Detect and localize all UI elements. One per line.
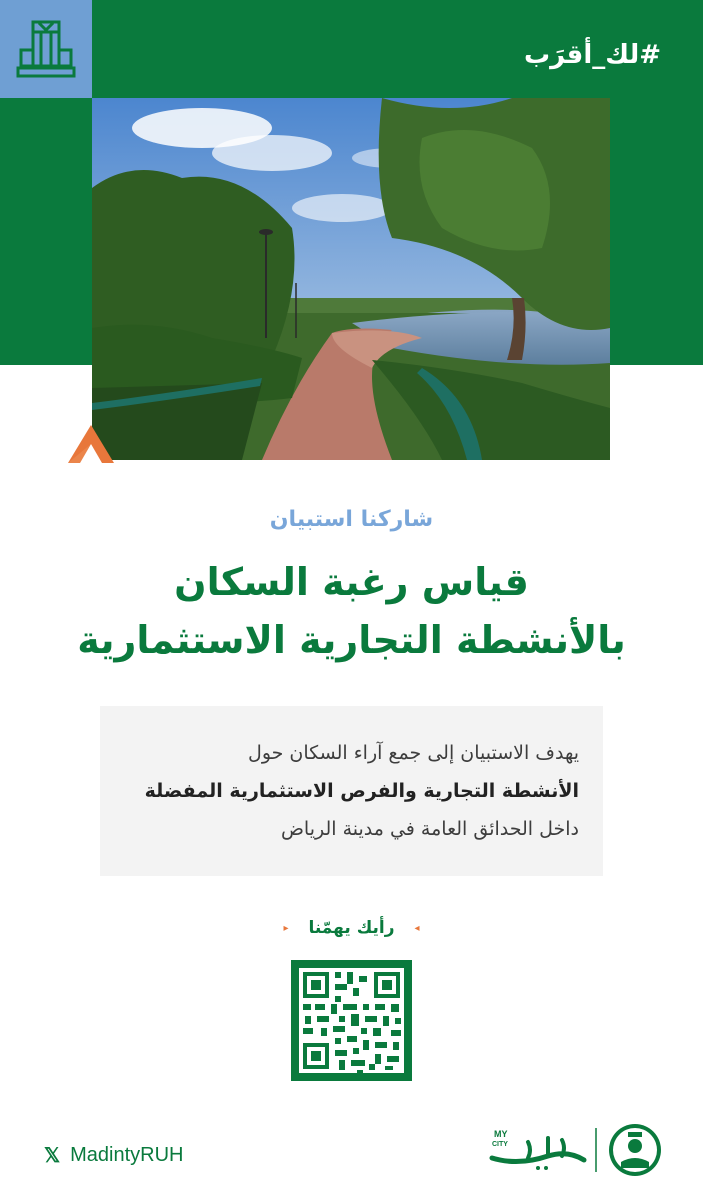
cta-label: رأيك يهمّنا xyxy=(308,918,395,938)
triangle-bullet-icon: ◂ xyxy=(414,923,420,934)
handle-text: MadintyRUH xyxy=(70,1144,184,1166)
svg-text:CITY: CITY xyxy=(492,1141,508,1148)
description-line-3: داخل الحدائق العامة في مدينة الرياض xyxy=(280,818,579,840)
triangle-bullet-icon: ▸ xyxy=(283,923,289,934)
social-handle[interactable] xyxy=(44,1143,183,1168)
page-title xyxy=(0,553,703,669)
campaign-hashtag: #لك_أقرَب xyxy=(524,40,661,70)
description-line-2: الأنشطة التجارية والفرص الاستثمارية المفضلة xyxy=(144,780,579,802)
riyadh-municipality-building-icon xyxy=(15,16,77,82)
description-line-1: يهدف الاستبيان إلى جمع آراء السكان حول xyxy=(248,742,579,764)
title-line-1: قياس رغبة السكان xyxy=(174,560,529,604)
triangle-decoration xyxy=(68,425,114,463)
survey-qr-code[interactable] xyxy=(291,960,412,1081)
x-icon: 𝕏 xyxy=(44,1145,61,1167)
description-box xyxy=(100,706,603,876)
title-line-2: بالأنشطة التجارية الاستثمارية xyxy=(77,618,626,662)
survey-invite: شاركنا استبيان xyxy=(269,507,434,532)
cta-row xyxy=(0,918,703,938)
madinaty-mycity-logo xyxy=(488,1120,664,1180)
logo-box xyxy=(0,0,92,98)
riyadh-municipality-seal xyxy=(609,1124,661,1176)
park-photo xyxy=(92,98,610,460)
svg-text:MY: MY xyxy=(494,1129,508,1139)
